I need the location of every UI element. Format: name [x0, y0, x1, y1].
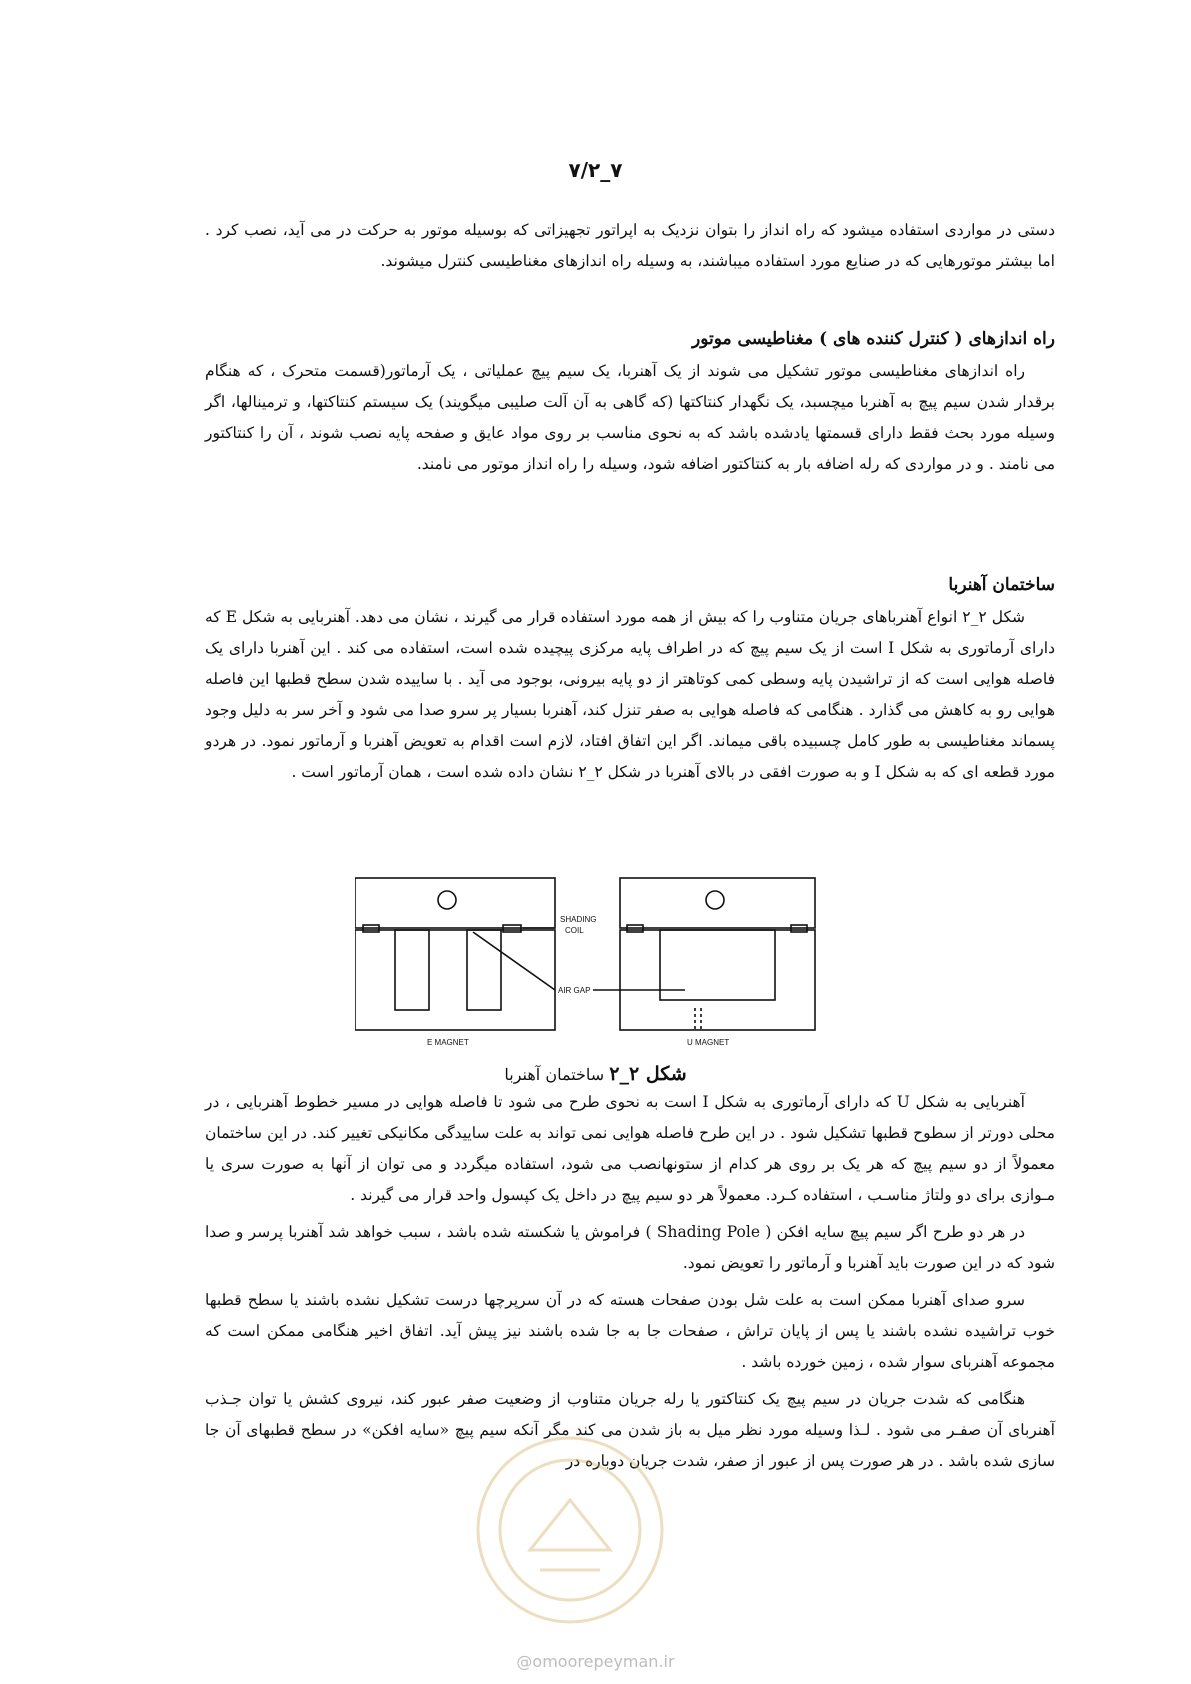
u-armature — [620, 878, 815, 928]
section-body: شکل ۲_۲ انواع آهنرباهای جریان متناوب را که بیش از همه مورد استفاده قرار می گیرند ، نشان می دهد. آهنربایی به شکل E که دارای آرماتوری به شکل I است از یک سیم پیچ که در اطراف پایه مرکزی پیچیده شده است، استفاده می کند . این آهنربا دارای یک فاصله هوایی است که از تراشیدن پایه وسطی کمی کوتاهتر از دو پایه بیرونی، بوجود می آید . با ساییده شدن سطح قطبها این فاصله هوایی رو به کاهش می گذارد . هنگامی که فاصله هوایی به صفر تنزل کند، آهنربا بسیار پر سرو صدا می شود و آخر سر به دلیل وجود پسماند مغناطیسی به طور کامل چسبیده باقی میماند. اگر این اتفاق افتاد، لازم است اقدام به تعویض آهنربا و آرماتور نمود. در هردو مورد قطعه ای که به شکل I و به صورت افقی در بالای آهنربا در شکل ۲_۲ نشان داده شده است ، همان آرماتور است . — [205, 608, 1055, 781]
page-number: ۷/۲_۷ — [568, 158, 623, 182]
watermark-seal-icon — [470, 1430, 670, 1630]
air-gap-leader-e — [473, 932, 555, 990]
e-slot-right — [467, 930, 501, 1010]
e-rivet-hole — [438, 891, 456, 909]
paragraph: سرو صدای آهنربا ممکن است به علت شل بودن صفحات هسته که در آن سرپرچها درست تشکیل نشده باشند یا سطح قطبها خوب تراشیده نشده باشند یا پس از پایان تراش ، صفحات جا به جا شده باشند نیز پیش آید. اتفاق اخیر هنگامی ممکن است که مجموعه آهنربای سوار شده ، زمین خورده باشد . — [205, 1291, 1055, 1371]
e-magnet-core — [355, 930, 555, 1030]
u-rivet-hole — [706, 891, 724, 909]
figure-number: شکل ۲_۲ — [609, 1063, 687, 1085]
air-gap-label: AIR GAP — [558, 986, 591, 995]
figure-caption — [0, 1063, 1191, 1085]
section-magnet-structure — [205, 568, 1055, 788]
section-magnetic-starters — [205, 322, 1055, 480]
body-after-figure — [205, 1087, 1055, 1477]
figure-title: ساختمان آهنربا — [504, 1065, 605, 1084]
intro-text: دستی در مواردی استفاده میشود که راه انداز را بتوان نزدیک به اپراتور تجهیزاتی که بوسیله موتور به حرکت در می آید، نصب کرد . اما بیشتر موتورهایی که در صنایع مورد استفاده میباشند، به وسیله راه اندازهای مغناطیسی کنترل میشوند. — [205, 221, 1055, 270]
shading-label: SHADING — [560, 915, 597, 924]
section-heading: ساختمان آهنربا — [948, 575, 1055, 595]
watermark-site: @omoorepeyman.ir — [516, 1652, 675, 1671]
u-magnet-core — [620, 930, 815, 1030]
e-slot-left — [395, 930, 429, 1010]
e-magnet-label: E MAGNET — [427, 1038, 469, 1047]
paragraph: در هر دو طرح اگر سیم پیچ سایه افکن ( Shading Pole ) فراموش یا شکسته شده باشد ، سبب خواهد شد آهنربا پرسر و صدا شود که در این صورت باید آهنربا و آرماتور را تعویض نمود. — [205, 1223, 1055, 1272]
paragraph: آهنربایی به شکل U که دارای آرماتوری به شکل I است به نحوی طرح می شود تا فاصله هوایی در مسیر خطوط آهنربایی ، در محلی دورتر از سطوح قطبها تشکیل شود . در این طرح فاصله هوایی نمی تواند به علت ساییدگی مکانیکی تغییر کند. در این ساختمان معمولاً از دو سیم پیچ که هر یک بر روی هر کدام از ستونهانصب می شود، استفاده میگردد و می توان از آنها به صورت سری یا مـوازی برای دو ولتاژ مناسـب ، استفاده کـرد. معمولاً هر دو سیم پیچ در داخل یک کپسول واحد قرار می گیرند . — [205, 1093, 1055, 1204]
section-body: راه اندازهای مغناطیسی موتور تشکیل می شوند از یک آهنربا، یک سیم پیچ عملیاتی ، یک آرماتور(قسمت متحرک ، که هنگام برقدار شدن سیم پیچ به آهنربا میچسبد، یک نگهدار کنتاکتها (که گاهی به آن آلت صلیبی میگویند) یک سیستم کنتاکتها، و ترمینالها، اگر وسیله مورد بحث فقط دارای قسمتها یادشده باشد که به نحوی مناسب بر روی مواد عایق و صفحه پایه نصب شوند ، آن را کنتاکتور می نامند . و در مواردی که رله اضافه بار به کنتاکتور اضافه شود، وسیله را راه انداز موتور می نامند. — [205, 362, 1055, 473]
coil-label: COIL — [565, 926, 584, 935]
magnet-figure — [355, 870, 835, 1050]
magnet-diagram — [355, 870, 835, 1050]
paragraph: هنگامی که شدت جریان در سیم پیچ یک کنتاکتور یا رله جریان متناوب از وضعیت صفر عبور کند، نیروی کشش یا توان جـذب آهنربای آن صفـر می شود . لـذا وسیله مورد نظر میل به باز شدن می کند مگر آنکه سیم پیچ «سایه افکن» در سطح قطبهای آن جا سازی شده باشد . در هر صورت پس از عبور از صفر، شدت جریان دوباره در — [205, 1390, 1055, 1470]
intro-paragraph — [205, 215, 1055, 277]
u-magnet-label: U MAGNET — [687, 1038, 730, 1047]
section-heading: راه اندازهای ( کنترل کننده های ) مغناطیسی موتور — [692, 329, 1055, 349]
